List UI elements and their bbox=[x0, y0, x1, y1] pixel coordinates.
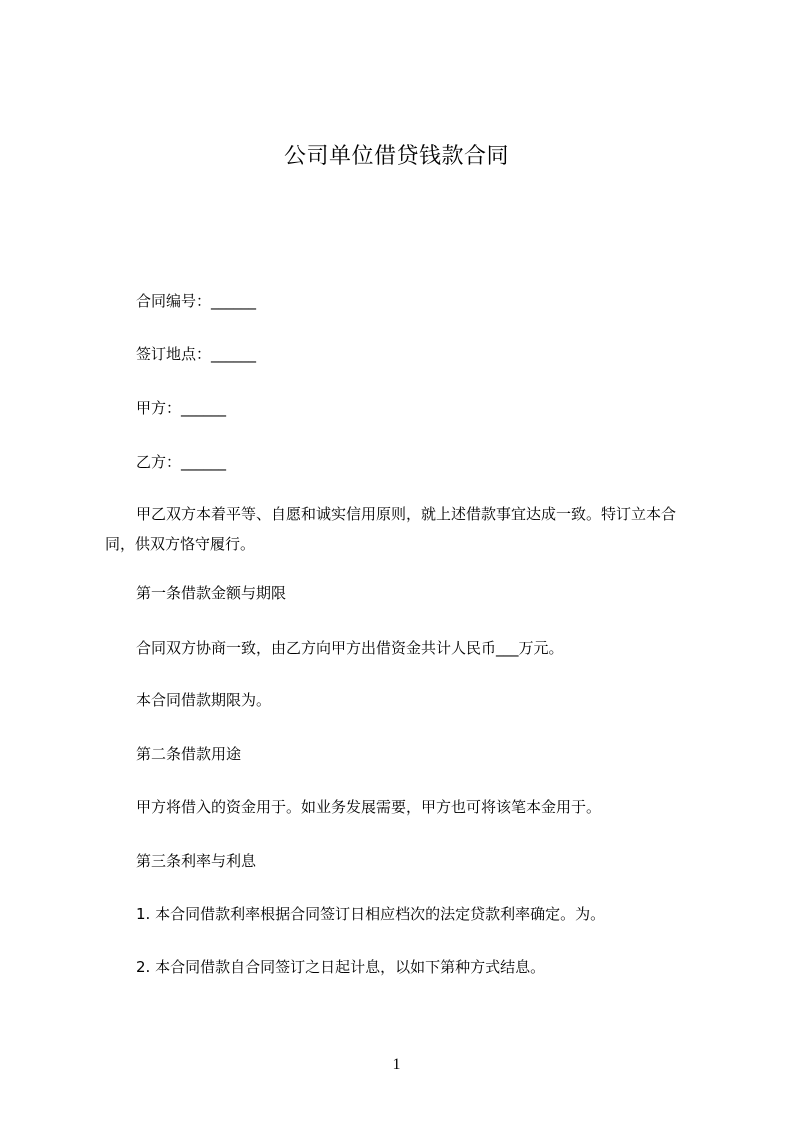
preamble-paragraph: 甲乙双方本着平等、自愿和诚实信用原则，就上述借款事宜达成一致。特订立本合同，供双方恪守履行。 bbox=[105, 505, 677, 553]
article-2-heading: 第二条借款用途 bbox=[136, 745, 242, 763]
party-a-field: 甲方：______ bbox=[136, 399, 227, 417]
contract-number-field: 合同编号：______ bbox=[136, 292, 257, 310]
article-1-heading: 第一条借款金额与期限 bbox=[136, 584, 287, 602]
article-3-item-2: 2. 本合同借款自合同签订之日起计息，以如下第种方式结息。 bbox=[136, 958, 546, 976]
document-title: 公司单位借贷钱款合同 bbox=[283, 144, 509, 169]
article-2-purpose: 甲方将借入的资金用于。如业务发展需要，甲方也可将该笔本金用于。 bbox=[136, 798, 602, 816]
article-3-heading: 第三条利率与利息 bbox=[136, 852, 257, 870]
page-number: 1 bbox=[392, 1056, 401, 1073]
party-b-field: 乙方：______ bbox=[136, 453, 227, 471]
signing-place-field: 签订地点：______ bbox=[136, 345, 257, 363]
article-1-amount: 合同双方协商一致，由乙方向甲方出借资金共计人民币___万元。 bbox=[136, 639, 564, 657]
article-3-item-1: 1. 本合同借款利率根据合同签订日相应档次的法定贷款利率确定。为。 bbox=[136, 905, 606, 923]
article-1-term: 本合同借款期限为。 bbox=[136, 691, 272, 709]
